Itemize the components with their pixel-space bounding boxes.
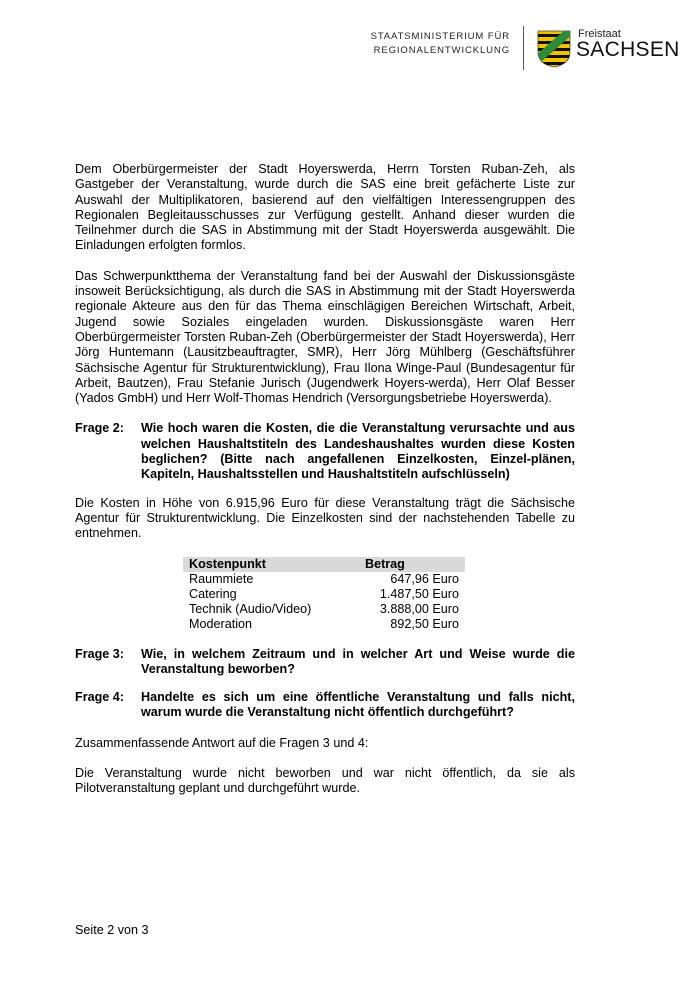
table-row — [183, 617, 465, 632]
header-divider — [523, 26, 524, 70]
question-2 — [75, 421, 575, 482]
cost-table-header — [183, 557, 465, 572]
document-body — [75, 162, 575, 812]
cost-amount: 892,50 Euro — [390, 616, 459, 631]
ministry-line-1: STAATSMINISTERIUM FÜR — [370, 31, 510, 42]
state-label: Freistaat — [578, 28, 621, 40]
paragraph-summary-answer: Die Veranstaltung wurde nicht beworben und war nicht öffentlich, da sie als Pilotveranstaltung geplant und durchgeführt wurde. — [75, 766, 575, 796]
paragraph-costs: Die Kosten in Höhe von 6.915,96 Euro für diese Veranstaltung trägt die Sächsische Agentur für Strukturentwicklung. Die Einzelkosten sind der nachstehenden Tabelle zu entnehmen. — [75, 495, 575, 541]
saxony-crest-icon — [537, 30, 571, 68]
question-3-label: Frage 3: — [75, 646, 124, 661]
table-row — [183, 602, 465, 617]
header-kostenpunkt: Kostenpunkt — [183, 557, 351, 572]
cost-item: Technik (Audio/Video) — [189, 601, 312, 616]
cost-item: Moderation — [189, 616, 253, 631]
question-3-text: Wie, in welchem Zeitraum und in welcher Art und Weise wurde die Veranstaltung beworben? — [141, 646, 575, 676]
table-row — [183, 587, 465, 602]
cost-amount: 647,96 Euro — [390, 571, 459, 586]
cost-item: Catering — [189, 586, 237, 601]
cost-amount: 3.888,00 Euro — [379, 601, 459, 616]
ministry-line-2: REGIONALENTWICKLUNG — [373, 45, 510, 56]
question-2-text: Wie hoch waren die Kosten, die die Veranstaltung verursachte und aus welchen Haushaltstiteln des Landeshaushaltes wurden diese Kosten beglichen? (Bitte nach angefallenen Einzelkosten, Einzel-plänen, Kapiteln, Haushaltsstellen und Haushaltstiteln aufschlüsseln) — [141, 421, 575, 482]
question-2-label: Frage 2: — [75, 421, 124, 436]
cost-item: Raummiete — [189, 571, 254, 586]
paragraph-discussion-guests: Das Schwerpunktthema der Veranstaltung fand bei der Auswahl der Diskussionsgäste insoweit Berücksichtigung, als durch die SAS in Abstimmung mit der Stadt Hoyerswerda regionale Akteure aus den für das Thema einschlägigen Bereichen Wirtschaft, Arbeit, Jugend sowie Soziales eingeladen wurden. Diskussionsgäste waren Herr Oberbürgermeister Torsten Ruban-Zeh (Oberbürgermeister der Stadt Hoyerswerda), Herr Jörg Huntemann (Lausitzbeauftragter, SMR), Herr Jörg Mühlberg (Geschäftsführer Sächsische Agentur für Strukturentwicklung), Frau Ilona Winge-Paul (Bundesagentur für Arbeit, Bautzen), Frau Stefanie Jurisch (Jugendwerk Hoyers-werda), Herr Olaf Besser (Yados GmbH) und Herr Wolf-Thomas Hendrich (Versorgungsbetriebe Hoyerswerda). — [75, 268, 575, 406]
question-4 — [75, 690, 575, 721]
ministry-name — [290, 30, 510, 58]
paragraph-participants: Dem Oberbürgermeister der Stadt Hoyerswerda, Herrn Torsten Ruban-Zeh, als Gastgeber der Veranstaltung, wurde durch die SAS eine breit gefächerte Liste zur Auswahl der Multiplikatoren, basierend auf den vielfältigen Interessengruppen des Regionalen Begleitausschusses zur Verfügung gestellt. Anhand dieser wurden die Teilnehmer durch die SAS in Abstimmung mit der Stadt Hoyerswerda ausgewählt. Die Einladungen erfolgten formlos. — [75, 162, 575, 253]
cost-table — [183, 557, 465, 632]
page-number: Seite 2 von 3 — [75, 923, 149, 937]
table-row — [183, 572, 465, 587]
header-betrag: Betrag — [351, 557, 465, 572]
question-3 — [75, 647, 575, 678]
state-name: SACHSEN — [576, 38, 680, 61]
cost-amount: 1.487,50 Euro — [379, 586, 459, 601]
question-4-text: Handelte es sich um eine öffentliche Veranstaltung und falls nicht, warum wurde die Veranstaltung nicht öffentlich durchgeführt? — [141, 690, 575, 720]
question-4-label: Frage 4: — [75, 690, 124, 705]
paragraph-summary-heading: Zusammenfassende Antwort auf die Fragen 3 und 4: — [75, 735, 369, 750]
